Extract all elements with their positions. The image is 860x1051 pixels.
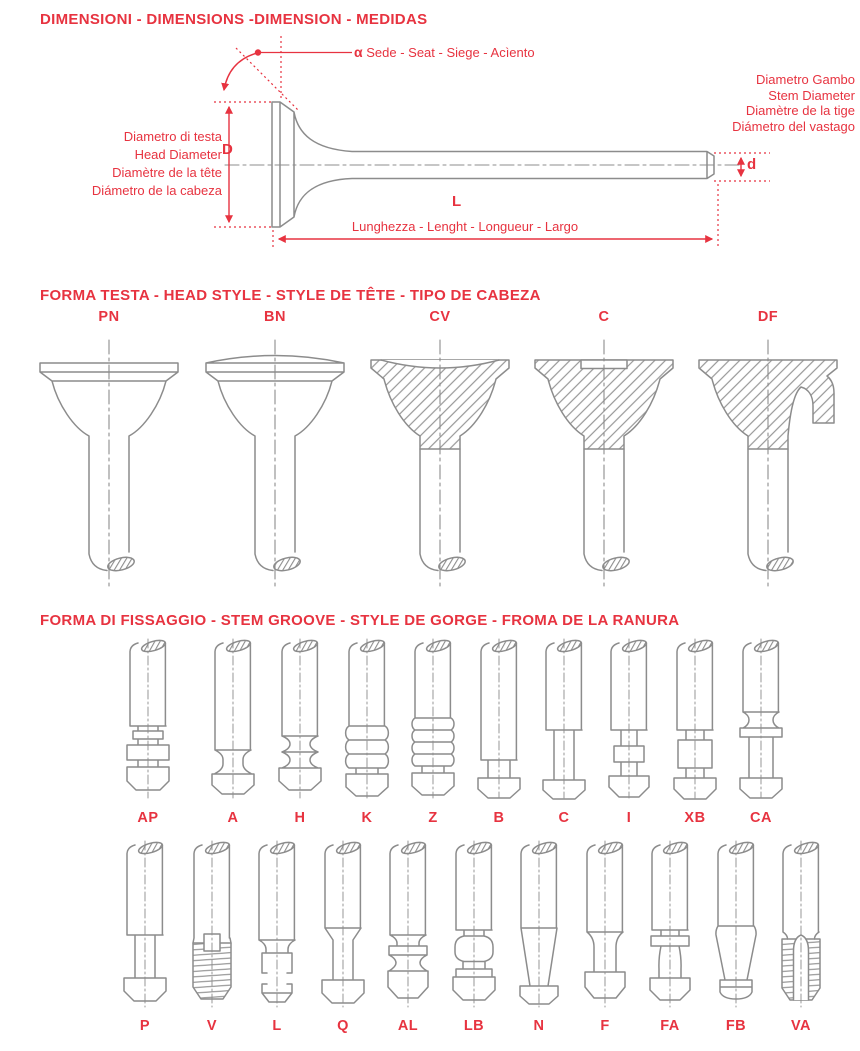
stem-groove-drawing-c	[529, 638, 599, 803]
stem-groove-label-c: C	[558, 810, 570, 826]
stem-groove-drawing-b	[464, 638, 534, 803]
stem-groove-drawing-ca	[726, 638, 796, 803]
head-diameter-line: Diamètre de la tête	[112, 165, 222, 180]
dimensions-section-title: DIMENSIONI - DIMENSIONS -DIMENSION - MEDIDAS	[40, 11, 428, 28]
seat-leader-dot	[255, 49, 261, 55]
stem-groove-label-z: Z	[428, 810, 438, 826]
stem-groove-label-k: K	[361, 810, 373, 826]
stem-groove-label-l: L	[272, 1018, 282, 1034]
stem-groove-label-a: A	[227, 810, 239, 826]
head-style-drawing-bn	[206, 340, 344, 590]
head-style-label-cv: CV	[429, 309, 451, 325]
stem-groove-label-b: B	[493, 810, 505, 826]
extension-dotted-lines	[214, 36, 770, 247]
stem-groove-label-lb: LB	[463, 1018, 485, 1034]
stem-diameter-line: Stem Diameter	[768, 87, 855, 103]
stem-groove-label-p: P	[139, 1018, 151, 1034]
stem-groove-drawing-xb	[660, 638, 730, 803]
head-styles-section-title: FORMA TESTA - HEAD STYLE - STYLE DE TÊTE - TIPO DE CABEZA	[40, 287, 541, 304]
seat-angle-arc-arrow	[224, 53, 257, 90]
seat-label-text: Sede - Seat - Siege - Acìento	[366, 45, 535, 60]
stem-groove-label-ca: CA	[750, 810, 772, 826]
head-style-label-bn: BN	[264, 309, 286, 325]
alpha-symbol: α	[354, 44, 363, 60]
symbol-D: D	[222, 141, 233, 158]
stem-groove-label-xb: XB	[684, 810, 706, 826]
stem-groove-label-i: I	[626, 810, 632, 826]
stem-diameter-line: Diámetro del vastago	[732, 118, 855, 134]
stem-groove-drawing-k	[332, 638, 402, 803]
stem-groove-drawing-va	[766, 840, 836, 1010]
head-style-drawing-cv	[371, 340, 509, 590]
head-style-drawing-df	[699, 340, 837, 590]
head-diameter-line: Diámetro de la cabeza	[91, 183, 222, 198]
stem-groove-drawing-a	[198, 638, 268, 803]
stem-groove-drawing-ap	[113, 638, 183, 803]
head-style-label-c: C	[598, 309, 610, 325]
stem-groove-drawing-z	[398, 638, 468, 803]
stem-groove-label-n: N	[533, 1018, 545, 1034]
head-diameter-line: Head Diameter	[134, 147, 222, 162]
seat-angle-label	[354, 43, 535, 62]
stem-groove-drawing-p	[110, 840, 180, 1010]
stem-groove-label-fa: FA	[660, 1018, 680, 1034]
stem-groove-drawing-n	[504, 840, 574, 1010]
stem-diameter-line: Diametro Gambo	[756, 72, 855, 87]
stem-groove-drawing-fa	[635, 840, 705, 1010]
stem-groove-label-ap: AP	[137, 810, 159, 826]
head-diameter-label	[30, 128, 222, 200]
stem-groove-label-q: Q	[337, 1018, 349, 1034]
stem-groove-label-fb: FB	[725, 1018, 747, 1034]
stem-groove-drawing-q	[308, 840, 378, 1010]
stem-groove-label-v: V	[206, 1018, 218, 1034]
symbol-L: L	[452, 193, 462, 210]
stem-groove-drawing-v	[177, 840, 247, 1010]
symbol-d: d	[747, 156, 757, 173]
stem-diameter-label	[703, 72, 855, 134]
stem-groove-label-al: AL	[397, 1018, 419, 1034]
head-style-drawing-pn	[40, 340, 178, 590]
head-styles-drawing	[0, 335, 860, 600]
stem-groove-drawing-al	[373, 840, 443, 1010]
stem-diameter-line: Diamètre de la tige	[745, 103, 855, 118]
head-style-label-df: DF	[757, 309, 779, 325]
head-diameter-line: Diametro di testa	[123, 129, 222, 144]
stem-groove-label-f: F	[600, 1018, 610, 1034]
stem-grooves-section-title: FORMA DI FISSAGGIO - STEM GROOVE - STYLE DE GORGE - FROMA DE LA RANURA	[40, 612, 680, 629]
stem-groove-drawing-i	[594, 638, 664, 803]
length-label: Lunghezza - Lenght - Longueur - Largo	[351, 219, 579, 234]
stem-groove-drawing-h	[265, 638, 335, 803]
stem-groove-label-h: H	[294, 810, 306, 826]
stem-groove-drawing-fb	[701, 840, 771, 1010]
stem-groove-drawing-l	[242, 840, 312, 1010]
head-style-label-pn: PN	[98, 309, 120, 325]
stem-groove-label-va: VA	[790, 1018, 812, 1034]
head-style-drawing-c	[535, 340, 673, 590]
stem-groove-drawing-lb	[439, 840, 509, 1010]
stem-groove-drawing-f	[570, 840, 640, 1010]
